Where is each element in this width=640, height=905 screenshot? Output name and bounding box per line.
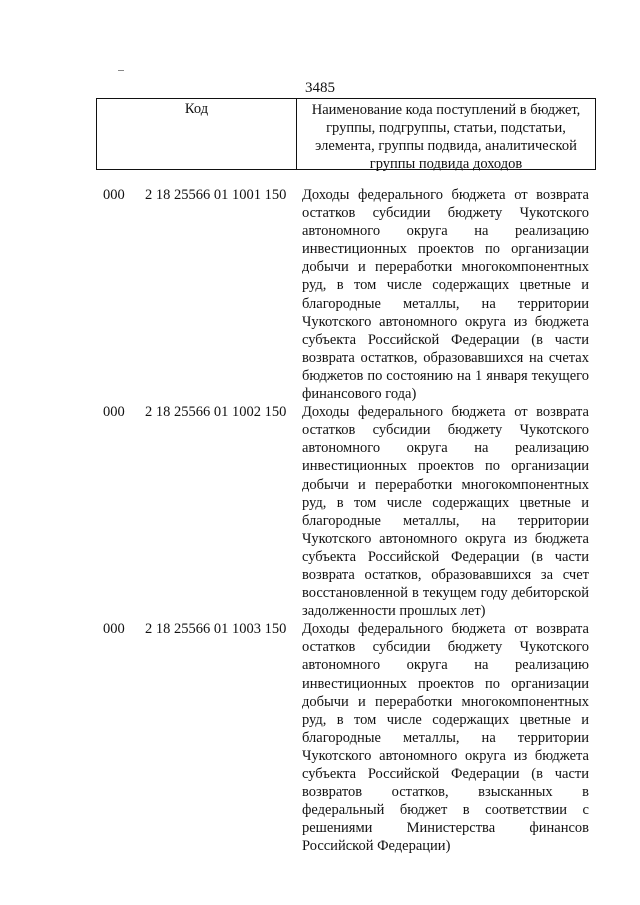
row-admin-code: 000	[103, 621, 125, 638]
row-budget-code: 2 18 25566 01 1001 150	[145, 187, 287, 203]
scan-mark	[118, 70, 124, 71]
row-admin-code: 000	[103, 187, 125, 203]
row-description: Доходы федерального бюджета от возврата остатков субсидии бюджету Чукотского автономного округа на реализацию инвестиционных проектов по организации добычи и переработки многокомпонентных руд, в том числе содержащих цветные и благородные металлы, на территории Чукотского автономного округа из бюджета субъекта Российской Федерации (в части возврата остатков, образовавшихся за счет восстановленной в текущем году дебиторской задолженности прошлых лет)	[302, 404, 589, 620]
row-description: Доходы федерального бюджета от возврата остатков субсидии бюджету Чукотского автономного округа на реализацию инвестиционных проектов по организации добычи и переработки многокомпонентных руд, в том числе содержащих цветные и благородные металлы, на территории Чукотского автономного округа из бюджета субъекта Российской Федерации (в части возврата остатков, образовавшихся на счетах бюджетов по состоянию на 1 января текущего финансового года)	[302, 187, 589, 403]
table-row	[0, 403, 640, 620]
page-number: 3485	[305, 80, 335, 96]
row-description: Доходы федерального бюджета от возврата остатков субсидии бюджету Чукотского автономного округа на реализацию инвестиционных проектов по организации добычи и переработки многокомпонентных руд, в том числе содержащих цветные и благородные металлы, на территории Чукотского автономного округа из бюджета субъекта Российской Федерации (в части возвратов остатков, взысканных в федеральный бюджет в соответствии с решениями Министерства финансов Российской Федерации)	[302, 621, 589, 855]
table-row	[0, 186, 640, 403]
row-budget-code: 2 18 25566 01 1002 150	[145, 404, 287, 421]
header-name-label: Наименование кода поступлений в бюджет, группы, подгруппы, статьи, подстатьи, элемента, группы подвида, аналитической группы подвида доходов	[296, 99, 596, 169]
table-row	[0, 620, 640, 855]
row-budget-code: 2 18 25566 01 1003 150	[145, 621, 287, 638]
table-body	[0, 186, 640, 855]
header-code-label: Код	[96, 99, 296, 169]
row-admin-code: 000	[103, 404, 125, 421]
table-header	[96, 98, 596, 170]
